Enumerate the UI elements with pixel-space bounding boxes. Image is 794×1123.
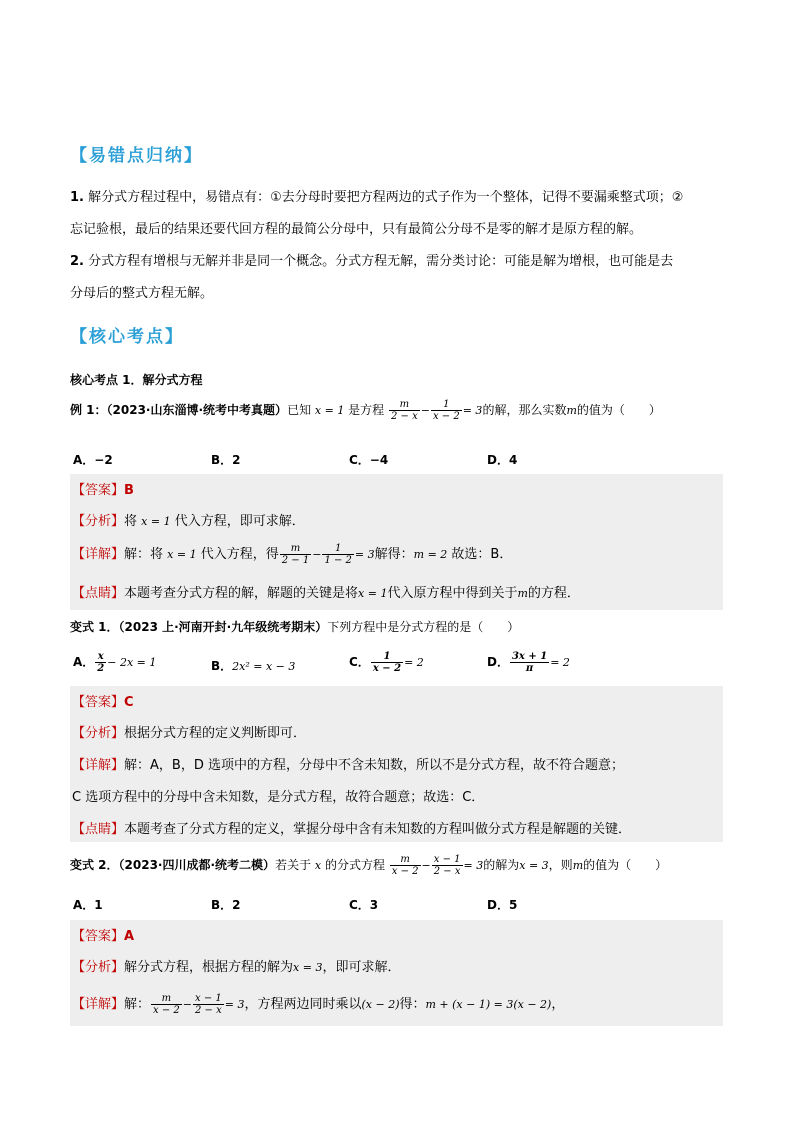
option-label: D． (487, 655, 509, 669)
detail-text: 代入方程，得 (200, 547, 279, 562)
comment-text: 本题考查了分式方程的定义，掌握分母中含有未知数的方程叫做分式方程是解题的关键． (124, 822, 632, 837)
fraction (432, 854, 463, 877)
fraction-denominator: x − 2 (153, 1005, 180, 1016)
core-section-title: 【核心考点】 (70, 327, 184, 347)
detail-tag: 【详解】 (72, 547, 125, 562)
variant2-question (70, 854, 667, 877)
fraction-numerator: 1 (431, 399, 462, 411)
answer-tag: 【答案】 (72, 929, 125, 944)
fraction (389, 399, 420, 422)
fraction (193, 993, 224, 1016)
fraction-denominator: x − 2 (432, 411, 460, 422)
answer-line (72, 693, 134, 713)
math-operator: − (421, 859, 431, 872)
math-inline: x = 1 (358, 587, 388, 600)
analysis-text: ，即可求解． (322, 960, 401, 975)
detail-line (72, 543, 512, 566)
detail-text: 解：A，B，D 选项中的方程，分母中不含未知数，所以不是分式方程，故不符合题意； (124, 758, 624, 773)
fraction-numerator: m (389, 399, 420, 411)
mistake-item-2-cont: 分母后的整式方程无解。 (70, 286, 214, 301)
answer-value: A (124, 929, 135, 944)
math-variable: m (566, 404, 577, 417)
fraction (322, 543, 353, 566)
answer-tag: 【答案】 (72, 695, 125, 710)
answer-tag: 【答案】 (72, 483, 125, 498)
detail-text: 故选：B． (451, 547, 513, 562)
option-d (487, 651, 570, 674)
option-d: D．5 (487, 898, 518, 912)
item-text: 解分式方程过程中，易错点有：①去分母时要把方程两边的式子作为一个整体，记得不要漏乘整式项；② (88, 190, 684, 205)
analysis-line (72, 958, 400, 978)
math-variable: m (572, 859, 584, 872)
option-d: D．4 (487, 453, 518, 467)
math-variable: m (517, 587, 528, 600)
fraction-denominator: 2 − 1 (281, 555, 310, 566)
analysis-text: 代入方程，即可求解． (174, 514, 305, 529)
math-inline: (x − 2) (361, 998, 400, 1011)
topic-heading: 核心考点 1．解分式方程 (70, 373, 203, 387)
fraction-denominator: π (525, 663, 534, 674)
fraction-numerator: m (390, 854, 421, 866)
mistake-item-1-cont: 忘记验根，最后的结果还要代回方程的最简公分母中，只有最简公分母不是零的解才是原方程的解。 (70, 222, 643, 237)
option-a (73, 651, 156, 674)
detail-text: 得： (399, 997, 426, 1012)
option-b: B．2 (211, 898, 241, 912)
fraction-numerator: m (151, 993, 182, 1005)
math-equals: = 3 (462, 404, 483, 417)
variant-label: 变式 1． (70, 620, 119, 634)
question-text: 的解，那么实数 (482, 403, 567, 417)
option-label: A． (73, 655, 95, 669)
math-operator: − (420, 404, 430, 417)
comment-tag: 【点睛】 (72, 586, 125, 601)
math-inline: m = 2 (413, 548, 448, 561)
answer-value: C (124, 695, 134, 710)
question-text: ，则 (548, 858, 573, 872)
detail-line (72, 993, 564, 1016)
answer-value: B (124, 483, 134, 498)
math-inline: − 2x = 1 (107, 656, 157, 669)
math-inline: = 2 (404, 656, 424, 669)
fraction-denominator: 2 (97, 663, 105, 674)
fraction-denominator: 2 − x (195, 1005, 222, 1016)
variant1-question (70, 617, 519, 637)
example1-question (70, 399, 661, 422)
detail-text: ， (551, 997, 565, 1012)
fraction-denominator: 1 − 2 (324, 555, 352, 566)
fraction-denominator: x − 2 (391, 866, 419, 877)
answer-line (72, 481, 134, 501)
detail-tag: 【详解】 (72, 997, 125, 1012)
question-text: 若关于 (275, 858, 312, 872)
detail-text: 解得： (374, 547, 414, 562)
math-inline: = 2 (550, 656, 570, 669)
analysis-tag: 【分析】 (72, 960, 125, 975)
option-b (211, 657, 295, 674)
comment-tag: 【点睛】 (72, 822, 125, 837)
comment-line (72, 820, 631, 840)
option-a: A．1 (73, 898, 103, 912)
math-variable: x (314, 859, 322, 872)
mistakes-section-title: 【易错点归纳】 (70, 146, 203, 166)
analysis-line (72, 512, 305, 532)
math-inline: x = 3 (293, 961, 323, 974)
option-c: C．3 (349, 898, 379, 912)
math-inline: x = 3 (519, 859, 549, 872)
detail-text: 解： (124, 997, 151, 1012)
item-text: 分式方程有增根与无解并非是同一个概念。分式方程无解，需分类讨论：可能是解为增根，也可能是去 (88, 254, 674, 269)
comment-text: 本题考查分式方程的解，解题的关键是将 (124, 586, 359, 601)
question-text: 已知 (287, 403, 312, 417)
math-equals: = 3 (354, 548, 375, 561)
math-condition: x = 1 (314, 404, 345, 417)
fraction (371, 651, 403, 674)
example-label: 例 1： (70, 403, 107, 417)
detail-line-cont: C 选项方程中的分母中含未知数，是分式方程，故符合题意；故选：C． (72, 790, 485, 805)
option-a: A．−2 (73, 453, 113, 467)
option-label: C． (349, 655, 370, 669)
mistake-item-1 (70, 188, 730, 208)
analysis-text: 根据分式方程的定义判断即可． (124, 726, 307, 741)
question-source: （2023 上·河南开封·九年级统考期末） (118, 620, 328, 634)
question-text: 下列方程中是分式方程的是（ ） (327, 620, 520, 634)
fraction-numerator: 1 (371, 651, 403, 663)
math-equals: = 3 (463, 859, 484, 872)
analysis-tag: 【分析】 (72, 514, 125, 529)
fraction-numerator: 1 (322, 543, 353, 555)
fraction (95, 651, 106, 674)
comment-line (72, 584, 580, 604)
comment-text: 的方程． (527, 586, 580, 601)
variant-label: 变式 2． (70, 858, 119, 872)
option-label: B． (211, 659, 233, 673)
analysis-line (72, 724, 306, 744)
item-number: 2. (70, 254, 84, 269)
question-text: 是方程 (348, 403, 385, 417)
option-c: C．−4 (349, 453, 389, 467)
fraction-numerator: x − 1 (195, 993, 222, 1004)
question-text: 的值为（ ） (576, 403, 661, 417)
fraction-denominator: x − 2 (372, 663, 402, 674)
analysis-tag: 【分析】 (72, 726, 125, 741)
fraction (151, 993, 182, 1016)
question-source: （2023·山东淄博·统考中考真题） (106, 403, 288, 417)
math-inline: x = 1 (167, 548, 197, 561)
fraction-numerator: 3x + 1 (511, 651, 548, 662)
detail-text: 解：将 (124, 547, 164, 562)
question-text: 的值为（ ） (583, 858, 668, 872)
analysis-text: 解分式方程，根据方程的解为 (124, 960, 294, 975)
fraction-numerator: m (280, 543, 311, 555)
comment-text: 代入原方程中得到关于 (387, 586, 518, 601)
math-inline: x = 1 (141, 515, 171, 528)
detail-text: ，方程两边同时乘以 (244, 997, 362, 1012)
math-operator: − (312, 548, 322, 561)
fraction (510, 651, 549, 674)
mistake-item-2 (70, 252, 730, 272)
option-b: B．2 (211, 453, 241, 467)
fraction-numerator: x (95, 651, 106, 663)
detail-tag: 【详解】 (72, 758, 125, 773)
fraction-denominator: 2 − x (391, 411, 418, 422)
item-number: 1. (70, 190, 84, 205)
fraction (280, 543, 311, 566)
fraction-denominator: 2 − x (433, 866, 461, 877)
answer-line (72, 927, 134, 947)
analysis-text: 将 (124, 514, 138, 529)
question-source: （2023·四川成都·统考二模） (118, 858, 276, 872)
fraction (390, 854, 421, 877)
fraction-numerator: x − 1 (433, 854, 461, 865)
math-equals: = 3 (224, 998, 245, 1011)
question-text: 的分式方程 (324, 858, 385, 872)
question-text: 的解为 (483, 858, 520, 872)
math-inline: m + (x − 1) = 3(x − 2) (425, 998, 552, 1011)
option-c (349, 651, 424, 674)
math-inline: 2x² = x − 3 (232, 660, 296, 673)
fraction (431, 399, 462, 422)
detail-line (72, 756, 624, 776)
math-operator: − (182, 998, 192, 1011)
